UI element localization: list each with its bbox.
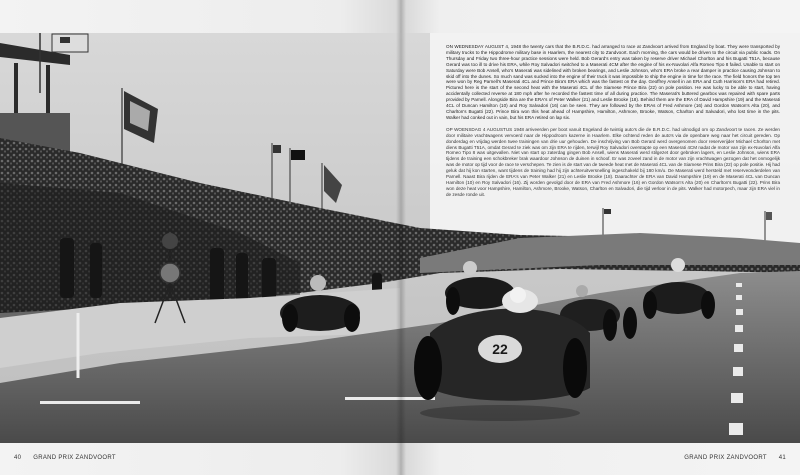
- paragraph-english: ON WEDNESDAY AUGUST 4, 1948 the twenty cars that the B.R.D.C. had arranged to race at Zandvoort arrived from England by boat. They were transported by military trucks to the Hippodrome military base in Haarlem, the nearest city to Zandvoort. Each morning, the cars would be driven to the circuit via public roads. On Thursday and Friday two three-hour practice sessions were held. Bob Gerard's entry was taken by reserve driver Michael Chorlton and his Bugatti T51A, because Gerard was too ill to drive his ERA, while Roy Salvadori switched to a Maserati 4CM after the engine of his ex-Nuvolari Alfa Romeo Tipo 8 failed. Unable to start on Saturday were Bob Ansell, who's Maserati was sidelined with broken bearings, and Leslie Johnson, who's ERA broke a rear damper in practice causing Johnson to skid off into the dunes. So much sand was sucked into the engine of their truck it was impossible to ship the engine in time for the race. The field honors the top ten were won by Reg Parnell's Maserati 4CL and Prince Bira's ERA which was the fastest on the day. Geoffrey Ansell in an ERA and Cuth Harrison's ERA had retired. Pictured here is the start of the second heat with the Maserati 4CL of the Siamese Prince Bira (22) on pole position. He was lucky to be able to start, having accidentally collected reverse at 180 mph after he recorded the fastest time of all during practice. The Maserati's buttered gearbox was repaired with spare parts provided by Parnell. Alongside Bira are the ERA's of Peter Walker (21) and Leslie Brooke (18). Behind them are the ERA of David Hampshire (19) and the Maserati 4CL of Duncan Hamilton (10) and Roy Salvadori (16) can be seen. They are followed by the ERAs of Fred Ashmore (16) and Gordon Watson's Alta (20), and Charlton's Bugatti (22). Prince Bira won this heat ahead of Hampshire, Hamilton, Ashmore, Brooke, Watson, Charlton and Salvadori, who lost time in the pits. Walker had conked out in vain, but his ERA retired on lap six.: [446, 44, 780, 120]
- left-page-number: 40: [14, 455, 22, 461]
- right-footer: [684, 455, 786, 461]
- paragraph-dutch: OP WOENSDAG 4 AUGUSTUS 1948 arriveerden per boot vanuit Engeland de twintig auto's die de B.R.D.C. had uitnodigd om op Zandvoort te racen. Ze werden door militaire vrachtwagens vervoerd naar de Hippodroom kazerne in Haarlem. Elke ochtend reden de auto's via de openbare weg naar het circuit gereden. Op donderdag en vrijdag werden twee trainingen van drie uur gehouden. De inschrijving van Bob Gerard werd overgenomen door reserverijder Michael Chorlton met diens Bugatti T51A, omdat Gerard te ziek was om zijn ERA te rijden, terwijl Roy Salvadori overstapte op een Maserati 4CM nadat de motor van zijn ex-Nuvolari Alfa Romeo Tipo 8 was uitgevallen. Niet van start op zaterdag gingen Bob Ansell, wiens Maserati werd stilgezet door gebroken lagers, en Leslie Johnson, wiens ERA tijdens de training een schokbreker brak waardoor Johnson de duinen in schoof. Er was zoveel zand in de motor van zijn vrachtwagen gezogen dat het onmogelijk was de motor op tijd voor de race te verschepen. Te zien is de start van de tweede heat met de Maserati 4CL van de Siamese Prins Bira (22) op pole positie. Hij had geluk dat hij kon starten, want tijdens de training had hij zijn achteruitversnelling ingeschakeld bij 180 km/u. De Maserati werd hersteld met reserveonderdelen van Parnell. Naast Bira rijden de ERA's van Peter Walker (21) en Leslie Brooke (18). Daarachter de ERA van David Hampshire (19) en de Maserati 4CL van Duncan Hamilton (10) en Roy Salvadori (16). Zij worden gevolgd door de ERA van Fred Ashmore (16) en Gordon Watson's Alta (20) en Charlton's Bugatti (22). Prins Bira won deze heat voor Hampshire, Hamilton, Ashmore, Brooke, Watson, Charlton en Salvadori, die tijd verloor in de pits. Walker had motorpech, maar zijn ERA viel in de zesde ronde uit.: [446, 126, 780, 197]
- left-running-title: GRAND PRIX ZANDVOORT: [33, 455, 116, 461]
- left-footer: [14, 455, 116, 461]
- spine-gutter: [396, 0, 406, 475]
- right-running-title: GRAND PRIX ZANDVOORT: [684, 455, 767, 461]
- right-page-number: 41: [778, 455, 786, 461]
- car-number: 22: [492, 341, 508, 357]
- article-text: [446, 44, 780, 204]
